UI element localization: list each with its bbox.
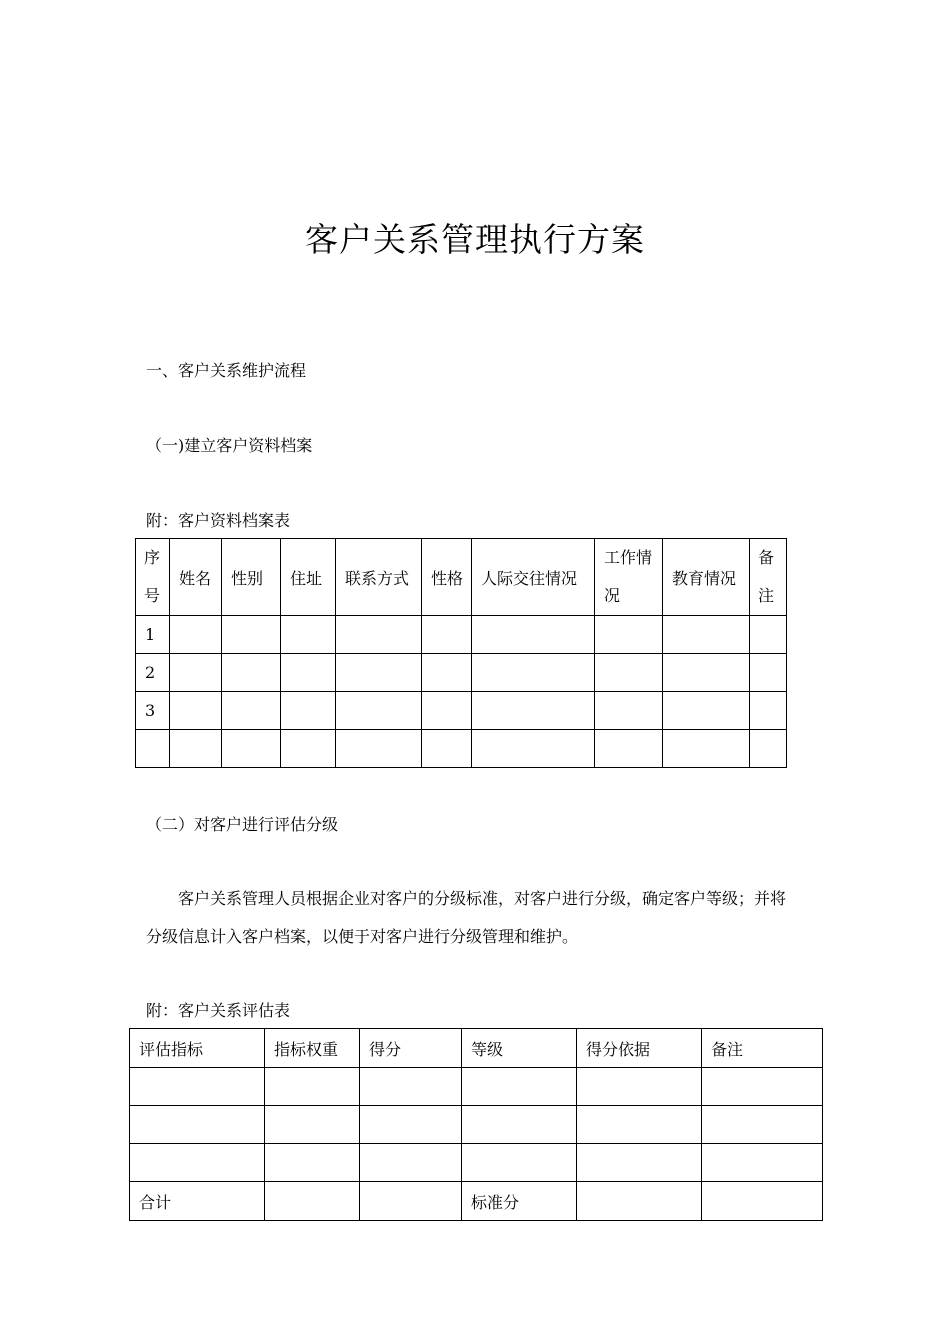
table-row: [136, 654, 787, 692]
paragraph-line-2: 分级信息计入客户档案，以便于对客户进行分级管理和维护。: [146, 927, 579, 946]
header-indicator-weight: 指标权重: [265, 1029, 360, 1068]
header-grade: 等级: [462, 1029, 577, 1068]
table1-caption: 附：客户资料档案表: [146, 511, 291, 530]
row-number: [136, 730, 170, 768]
table-row: [136, 730, 787, 768]
header-remarks: 备注: [702, 1029, 823, 1068]
paragraph-line-1: 客户关系管理人员根据企业对客户的分级标准，对客户进行分级，确定客户等级；并将: [178, 889, 787, 908]
row-number: 3: [136, 692, 170, 730]
table-row: [136, 692, 787, 730]
header-social: 人际交往情况: [472, 539, 595, 616]
total-label: 合计: [130, 1182, 265, 1221]
header-work: 工作情 况: [595, 539, 663, 616]
table1-header-row: [136, 539, 787, 616]
table-row: [130, 1106, 823, 1144]
header-address: 住址: [281, 539, 336, 616]
customer-profile-table: [135, 538, 787, 768]
customer-evaluation-table: [129, 1028, 823, 1221]
header-remark: 备 注: [750, 539, 787, 616]
header-gender: 性别: [222, 539, 281, 616]
table-row: [130, 1144, 823, 1182]
header-seq: 序 号: [136, 539, 170, 616]
header-personality: 性格: [422, 539, 472, 616]
header-score: 得分: [360, 1029, 462, 1068]
header-score-basis: 得分依据: [577, 1029, 702, 1068]
subsection-heading-2: （二）对客户进行评估分级: [146, 815, 339, 834]
page-title: 客户关系管理执行方案: [305, 220, 645, 259]
row-number: 2: [136, 654, 170, 692]
standard-score-label: 标准分: [462, 1182, 577, 1221]
table2-total-row: [130, 1182, 823, 1221]
table-row: [130, 1068, 823, 1106]
header-eval-indicator: 评估指标: [130, 1029, 265, 1068]
header-education: 教育情况: [663, 539, 750, 616]
row-number: 1: [136, 616, 170, 654]
section-heading-1: 一、客户关系维护流程: [146, 361, 307, 380]
table2-header-row: [130, 1029, 823, 1068]
header-name: 姓名: [170, 539, 222, 616]
table-row: [136, 616, 787, 654]
table2-caption: 附：客户关系评估表: [146, 1001, 291, 1020]
header-contact: 联系方式: [336, 539, 422, 616]
subsection-heading-1: （一)建立客户资料档案: [146, 436, 313, 455]
